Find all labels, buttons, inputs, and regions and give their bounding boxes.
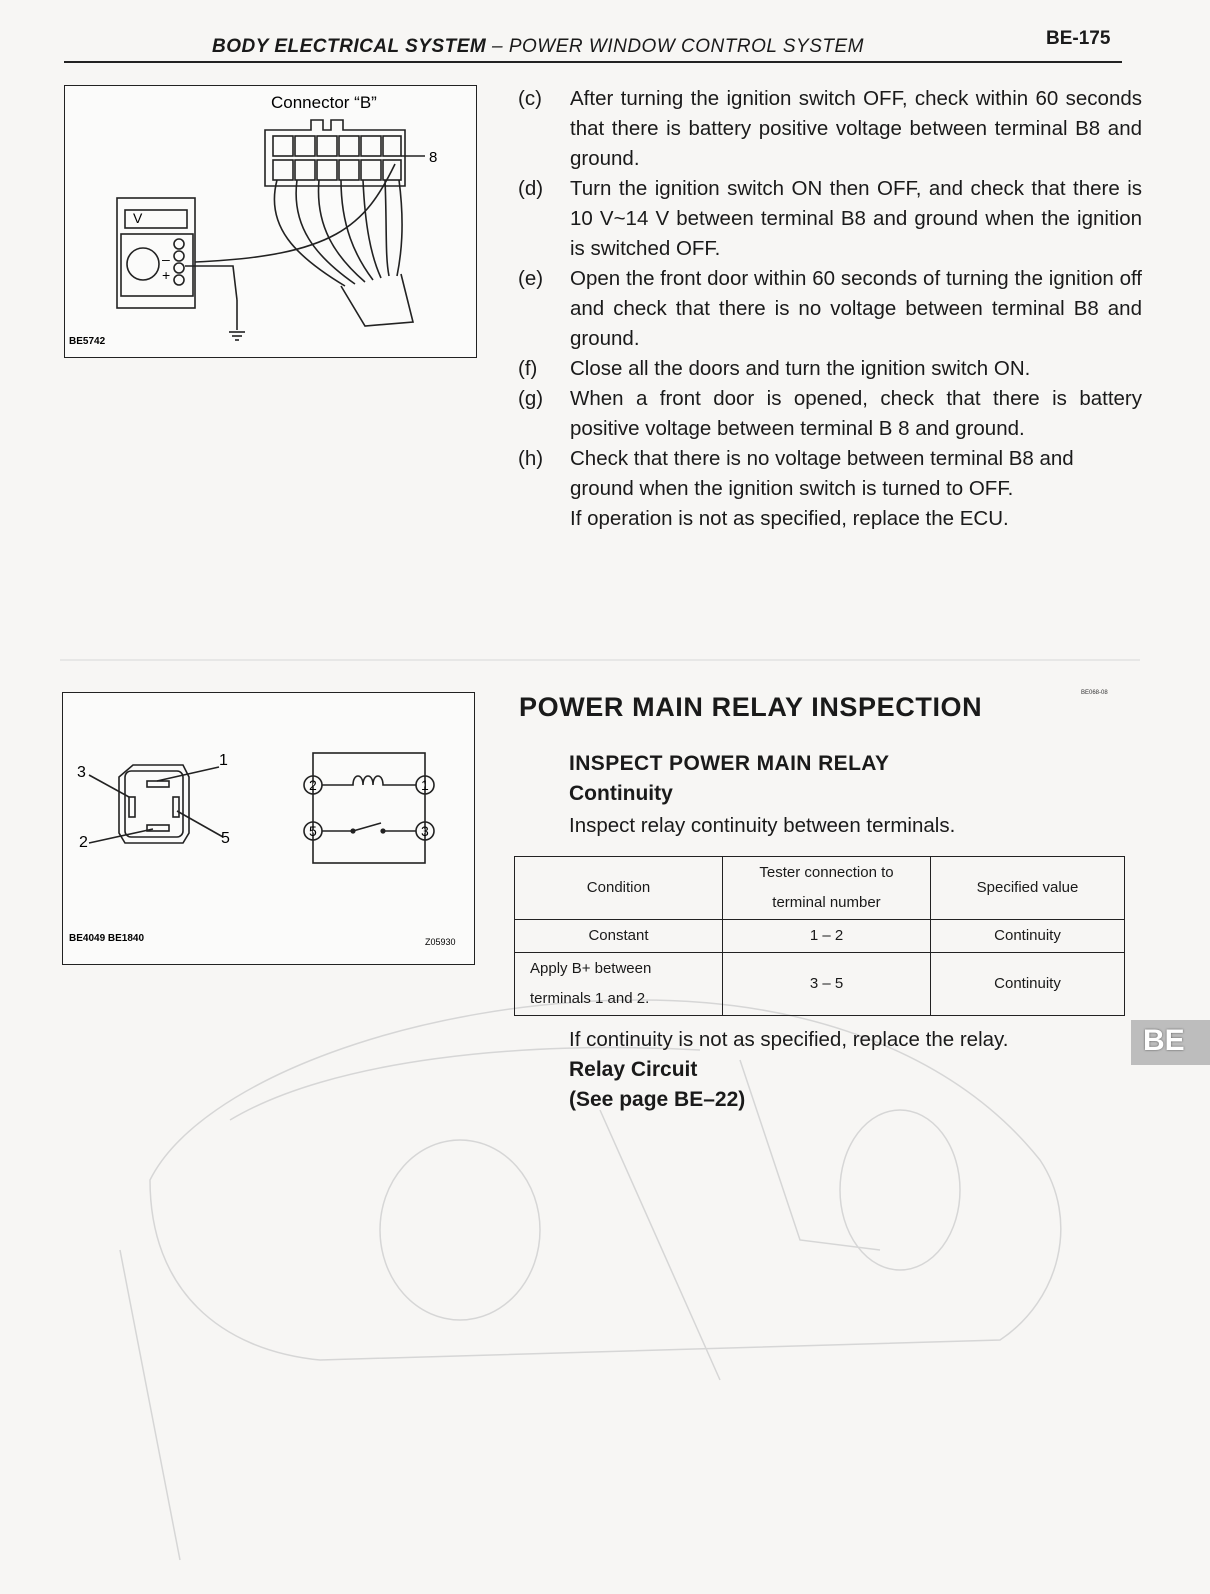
relay-pin-2-label: 2 bbox=[79, 834, 88, 851]
section-code: BE068-08 bbox=[1081, 690, 1108, 696]
step-f bbox=[518, 354, 1142, 384]
continuity-table bbox=[514, 856, 1125, 1016]
schematic-pin-5: 5 bbox=[309, 823, 317, 839]
step-label: (d) bbox=[518, 177, 544, 200]
relay-pin-1-label: 1 bbox=[219, 752, 228, 769]
section-title: POWER MAIN RELAY INSPECTION bbox=[519, 692, 983, 722]
inspection-steps bbox=[518, 84, 1142, 534]
connector-voltmeter-figure bbox=[64, 85, 477, 358]
meter-v-label: V bbox=[133, 210, 143, 226]
row2-condition bbox=[515, 953, 723, 1016]
header-rule bbox=[64, 61, 1122, 63]
page-header-title bbox=[212, 36, 864, 58]
step-label: (h) bbox=[518, 447, 544, 470]
figure2-code-right: Z05930 bbox=[425, 937, 456, 947]
row2-condition-line1: Apply B+ between bbox=[530, 960, 652, 977]
step-g bbox=[518, 384, 1142, 444]
row1-condition: Constant bbox=[515, 920, 723, 953]
subsection-name: POWER WINDOW CONTROL SYSTEM bbox=[508, 36, 865, 57]
figure2-code-left: BE4049 BE1840 bbox=[69, 933, 145, 944]
table-header-row bbox=[515, 857, 1125, 920]
table-row bbox=[515, 953, 1125, 1016]
subsection-title: INSPECT POWER MAIN RELAY bbox=[569, 752, 890, 775]
steps-note: If operation is not as specified, replace the ECU. bbox=[570, 507, 1009, 530]
relay-circuit-heading: Relay Circuit bbox=[569, 1058, 698, 1081]
schematic-pin-3: 3 bbox=[421, 823, 429, 839]
header-tester-line1: Tester connection to bbox=[759, 864, 894, 881]
section-name: BODY ELECTRICAL SYSTEM bbox=[212, 36, 487, 57]
step-label: (c) bbox=[518, 87, 542, 110]
header-dash: – bbox=[486, 36, 509, 57]
row2-value: Continuity bbox=[931, 953, 1125, 1016]
step-text: After turning the ignition switch OFF, check within 60 seconds that there is battery positive voltage between terminal B8 and ground. bbox=[570, 87, 1142, 170]
page-number: BE-175 bbox=[1046, 28, 1111, 49]
continuity-instruction: Inspect relay continuity between terminals. bbox=[569, 814, 956, 837]
side-tab-label: BE bbox=[1143, 1024, 1185, 1057]
connector-voltmeter-drawing bbox=[65, 86, 476, 357]
relay-pin-3-label: 3 bbox=[77, 764, 86, 781]
pin-8-label: 8 bbox=[429, 149, 438, 166]
header-tester-line2: terminal number bbox=[772, 894, 881, 911]
relay-figure bbox=[62, 692, 475, 965]
step-h bbox=[518, 444, 1142, 504]
table-row bbox=[515, 920, 1125, 953]
row2-condition-line2: terminals 1 and 2. bbox=[530, 990, 650, 1007]
relay-pin-5-label: 5 bbox=[221, 830, 230, 847]
step-text: Open the front door within 60 seconds of turning the ignition off and check that there is no voltage between terminal B8 and ground. bbox=[570, 267, 1142, 350]
step-text: Check that there is no voltage between terminal B8 and ground when the ignition switch is turned to OFF. bbox=[570, 447, 1074, 500]
header-condition: Condition bbox=[515, 857, 723, 920]
row1-tester: 1 – 2 bbox=[723, 920, 931, 953]
header-tester bbox=[723, 857, 931, 920]
step-d bbox=[518, 174, 1142, 264]
meter-minus-label: – bbox=[162, 251, 170, 267]
replace-relay-note: If continuity is not as specified, replace the relay. bbox=[569, 1028, 1009, 1051]
step-label: (g) bbox=[518, 387, 544, 410]
page-reference: (See page BE–22) bbox=[569, 1088, 746, 1111]
step-text: Turn the ignition switch ON then OFF, and check that there is 10 V~14 V between terminal B8 and ground when the ignition is switched OFF. bbox=[570, 177, 1142, 260]
step-c bbox=[518, 84, 1142, 174]
step-label: (e) bbox=[518, 267, 544, 290]
step-label: (f) bbox=[518, 357, 538, 380]
continuity-heading: Continuity bbox=[569, 782, 673, 805]
connector-label: Connector “B” bbox=[271, 93, 377, 112]
meter-plus-label: + bbox=[162, 267, 171, 283]
step-e bbox=[518, 264, 1142, 354]
row2-tester: 3 – 5 bbox=[723, 953, 931, 1016]
figure1-code: BE5742 bbox=[69, 336, 106, 347]
header-specified: Specified value bbox=[931, 857, 1125, 920]
step-text: Close all the doors and turn the ignition switch ON. bbox=[570, 357, 1031, 380]
section-side-tab bbox=[1131, 1020, 1210, 1065]
relay-drawing bbox=[63, 693, 474, 964]
row1-value: Continuity bbox=[931, 920, 1125, 953]
schematic-pin-1: 1 bbox=[421, 777, 429, 793]
schematic-pin-2: 2 bbox=[309, 777, 317, 793]
step-text: When a front door is opened, check that there is battery positive voltage between terminal B 8 and ground. bbox=[570, 387, 1142, 440]
